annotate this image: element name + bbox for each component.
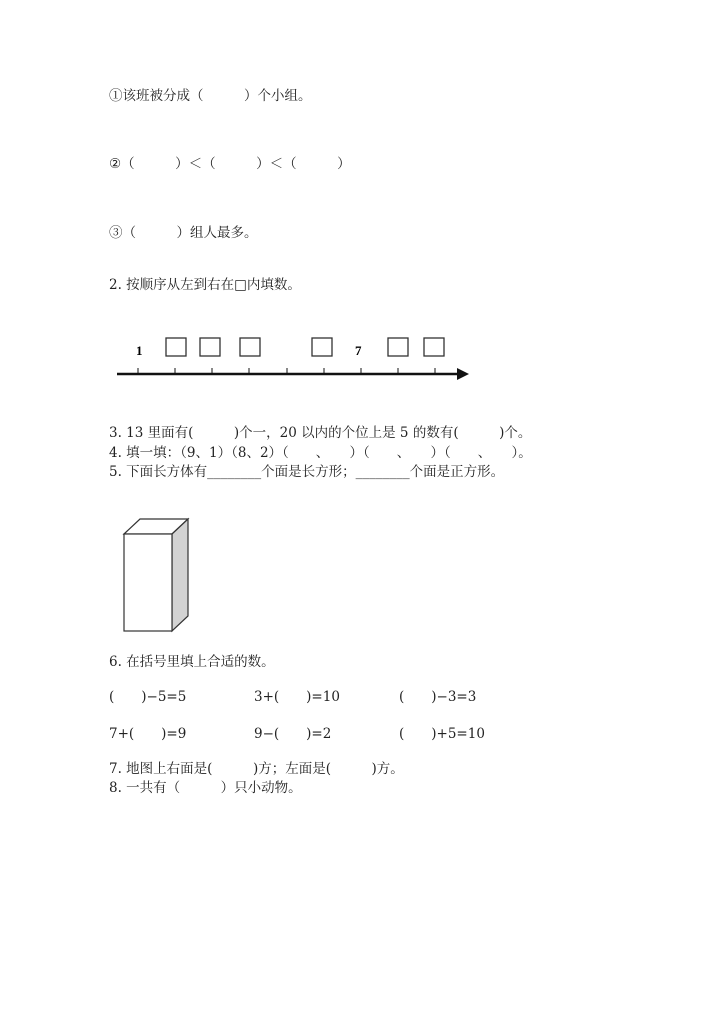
- answer-box: [312, 338, 332, 356]
- number-line-label-7: 7: [355, 343, 362, 358]
- equation-blank: 3+( )=10: [254, 689, 340, 705]
- answer-box: [166, 338, 186, 356]
- equation-blank: 7+( )=9: [109, 726, 187, 742]
- cuboid-figure: [120, 515, 192, 635]
- equation-blank: ( )−5=5: [109, 689, 187, 705]
- sub-question-2: ②（ ）＜（ ）＜（ ）: [109, 156, 351, 172]
- answer-box: [424, 338, 444, 356]
- sub-question-3: ③（ ）组人最多。: [109, 225, 258, 241]
- question-5-text: 5. 下面长方体有________个面是长方形；________个面是正方形。: [109, 464, 505, 480]
- answer-box: [200, 338, 220, 356]
- number-line-figure: [109, 327, 477, 382]
- axis-arrow: [457, 368, 469, 380]
- equation-blank: ( )−3=3: [399, 689, 477, 705]
- cuboid-side-face: [172, 519, 188, 631]
- question-6-title: 6. 在括号里填上合适的数。: [109, 654, 275, 670]
- question-8-text: 8. 一共有（ ）只小动物。: [109, 780, 302, 796]
- equation-blank: 9−( )=2: [254, 726, 332, 742]
- answer-box: [388, 338, 408, 356]
- question-2-text: 2. 按顺序从左到右在□内填数。: [109, 277, 301, 293]
- number-line-label-1: 1: [136, 343, 143, 358]
- sub-question-1: ①该班被分成（ ）个小组。: [109, 88, 312, 104]
- question-3-text: 3. 13 里面有( )个一，20 以内的个位上是 5 的数有( )个。: [109, 425, 532, 441]
- question-7-text: 7. 地图上右面是( )方；左面是( )方。: [109, 761, 404, 777]
- question-4-text: 4. 填一填：（9、1）（8、2）（ 、 ）（ 、 ）（ 、 ）。: [109, 445, 532, 461]
- answer-box: [240, 338, 260, 356]
- cuboid-front-face: [124, 534, 172, 631]
- equation-blank: ( )+5=10: [399, 726, 485, 742]
